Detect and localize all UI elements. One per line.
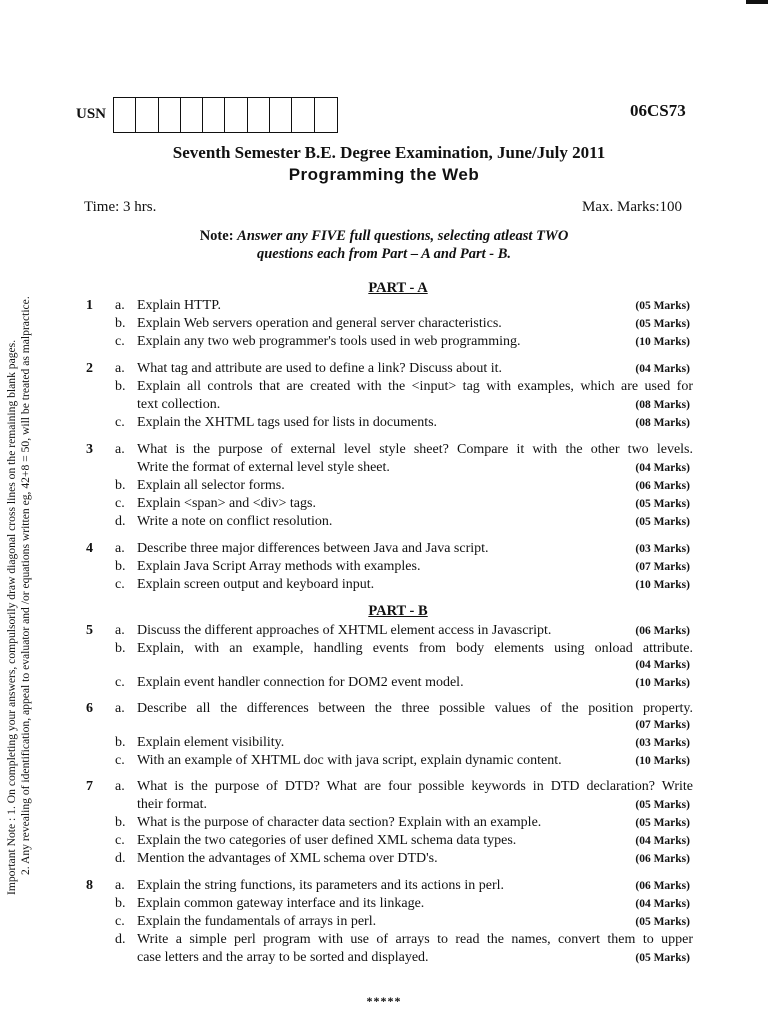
question-line [0,576,768,594]
usn-box [181,98,203,132]
question-text: Write the format of external level style sheet. [137,460,390,475]
marks-label: (06 Marks) [635,880,690,892]
question-number: 2 [86,361,93,376]
question-text: With an example of XHTML doc with java script, explain dynamic content. [137,753,562,768]
question-text: Describe all the differences between the three possible values of the position property. [137,701,693,716]
question-text: Explain element visibility. [137,735,285,750]
question-text: text collection. [137,397,221,412]
question-line [0,459,768,477]
end-marker: ***** [366,994,402,1008]
usn-box [203,98,225,132]
marks-label: (08 Marks) [635,417,690,429]
question-line [0,778,768,796]
question-line [0,877,768,895]
question-line [0,832,768,850]
max-marks: Max. Marks:100 [582,199,682,215]
question-text: Explain event handler connection for DOM2 event model. [137,675,464,690]
marks-label: (06 Marks) [635,853,690,865]
question-text: Explain Web servers operation and general server characteristics. [137,316,502,331]
question-line [0,716,768,734]
question-text: Write a note on conflict resolution. [137,514,333,529]
question-text: Explain common gateway interface and its linkage. [137,896,425,911]
sub-question-letter: a. [115,779,125,794]
question-line [0,513,768,531]
question-line [0,540,768,558]
marks-label: (10 Marks) [635,755,690,767]
question-text: case letters and the array to be sorted and displayed. [137,950,429,965]
question-text: Explain the two categories of user defined XML schema data types. [137,833,517,848]
marks-label: (07 Marks) [635,719,690,731]
marks-label: (03 Marks) [635,737,690,749]
question-number: 8 [86,878,93,893]
question-text: What tag and attribute are used to define a link? Discuss about it. [137,361,503,376]
question-text: What is the purpose of DTD? What are four possible keywords in DTD declaration? Write [137,779,693,794]
question-number: 6 [86,701,93,716]
sub-question-letter: b. [115,559,126,574]
sub-question-letter: c. [115,675,125,690]
time-allowed: Time: 3 hrs. [84,199,157,215]
question-text: Explain, with an example, handling events from body elements using onload attribute. [137,641,693,656]
sub-question-letter: c. [115,334,125,349]
question-text: What is the purpose of character data section? Explain with an example. [137,815,542,830]
sub-question-letter: b. [115,641,126,656]
part-a-heading: PART - A [368,280,428,296]
question-text: Explain Java Script Array methods with examples. [137,559,421,574]
question-line [0,734,768,752]
sub-question-letter: d. [115,514,126,529]
sub-question-letter: a. [115,298,125,313]
marks-label: (05 Marks) [635,300,690,312]
question-number: 7 [86,779,93,794]
question-line [0,796,768,814]
question-text: Mention the advantages of XML schema over DTD's. [137,851,438,866]
usn-box [248,98,270,132]
sub-question-letter: a. [115,701,125,716]
usn-box [315,98,337,132]
marks-label: (10 Marks) [635,579,690,591]
note-label: Note: [199,228,234,244]
usn-box [159,98,181,132]
sub-question-letter: a. [115,878,125,893]
question-line [0,931,768,949]
question-line [0,850,768,868]
question-text: Describe three major differences between Java and Java script. [137,541,489,556]
sub-question-letter: c. [115,496,125,511]
marks-label: (05 Marks) [635,916,690,928]
marks-label: (04 Marks) [635,659,690,671]
question-line [0,414,768,432]
question-text: Discuss the different approaches of XHTML element access in Javascript. [137,623,552,638]
instructions-note [0,227,768,263]
note-line-1: Answer any FIVE full questions, selecting atleast TWO [237,228,569,244]
question-line [0,441,768,459]
question-text: their format. [137,797,207,812]
question-line [0,656,768,674]
question-text: Write a simple perl program with use of arrays to read the names, convert them to upper [137,932,693,947]
question-text: Explain all controls that are created with the <input> tag with examples, which are used for [137,379,693,394]
side-note-line-1: Important Note : 1. On completing your answers, compulsorily draw diagonal cross lines on the remaining blank pages. [5,339,18,895]
marks-label: (04 Marks) [635,462,690,474]
marks-label: (04 Marks) [635,835,690,847]
question-line [0,622,768,640]
side-note-line-2: 2. Any revealing of identification, appeal to evaluator and /or equations written eg, 42+8 = 50, will be treated as malpractice. [19,296,32,875]
question-text: Explain the fundamentals of arrays in perl. [137,914,377,929]
sub-question-letter: b. [115,896,126,911]
question-line [0,752,768,770]
sub-question-letter: d. [115,932,126,947]
exam-title: Seventh Semester B.E. Degree Examination, June/July 2011 [172,143,606,162]
question-text: What is the purpose of external level style sheet? Compare it with the other two levels. [137,442,693,457]
question-text: Explain all selector forms. [137,478,285,493]
question-number: 4 [86,541,93,556]
sub-question-letter: c. [115,577,125,592]
sub-question-letter: b. [115,478,126,493]
usn-entry-boxes [113,97,338,133]
marks-label: (05 Marks) [635,799,690,811]
question-line [0,913,768,931]
question-number: 3 [86,442,93,457]
question-text: Explain screen output and keyboard input. [137,577,375,592]
sub-question-letter: d. [115,851,126,866]
marks-label: (05 Marks) [635,817,690,829]
usn-box [225,98,247,132]
question-line [0,378,768,396]
question-line [0,895,768,913]
question-line [0,558,768,576]
sub-question-letter: a. [115,442,125,457]
marks-label: (07 Marks) [635,561,690,573]
usn-box [270,98,292,132]
marks-label: (06 Marks) [635,480,690,492]
marks-label: (08 Marks) [635,399,690,411]
subject-title: Programming the Web [288,165,480,184]
question-line [0,360,768,378]
question-text: Explain <span> and <div> tags. [137,496,316,511]
question-line [0,949,768,967]
marks-label: (05 Marks) [635,318,690,330]
sub-question-letter: c. [115,753,125,768]
usn-box [292,98,314,132]
question-number: 1 [86,298,93,313]
question-text: Explain the XHTML tags used for lists in documents. [137,415,438,430]
sub-question-letter: c. [115,415,125,430]
part-b-heading: PART - B [368,603,428,619]
usn-box [114,98,136,132]
marks-label: (04 Marks) [635,898,690,910]
question-line [0,477,768,495]
sub-question-letter: a. [115,361,125,376]
marks-label: (10 Marks) [635,336,690,348]
sub-question-letter: a. [115,623,125,638]
paper-code: 06CS73 [630,101,686,120]
sub-question-letter: b. [115,379,126,394]
marks-label: (06 Marks) [635,625,690,637]
question-line [0,315,768,333]
scan-edge-mark [746,0,768,4]
usn-box [136,98,158,132]
question-line [0,333,768,351]
question-line [0,495,768,513]
marks-label: (10 Marks) [635,677,690,689]
sub-question-letter: c. [115,833,125,848]
question-line [0,396,768,414]
note-line-2: questions each from Part – A and Part - B. [256,246,512,262]
marks-label: (03 Marks) [635,543,690,555]
marks-label: (04 Marks) [635,363,690,375]
question-line [0,814,768,832]
sub-question-letter: b. [115,815,126,830]
question-text: Explain any two web programmer's tools used in web programming. [137,334,521,349]
marks-label: (05 Marks) [635,498,690,510]
question-text: Explain the string functions, its parameters and its actions in perl. [137,878,505,893]
sub-question-letter: c. [115,914,125,929]
question-line [0,674,768,692]
sub-question-letter: b. [115,316,126,331]
question-number: 5 [86,623,93,638]
question-line [0,297,768,315]
question-text: Explain HTTP. [137,298,221,313]
sub-question-letter: a. [115,541,125,556]
sub-question-letter: b. [115,735,126,750]
marks-label: (05 Marks) [635,516,690,528]
marks-label: (05 Marks) [635,952,690,964]
usn-label: USN [76,106,107,122]
